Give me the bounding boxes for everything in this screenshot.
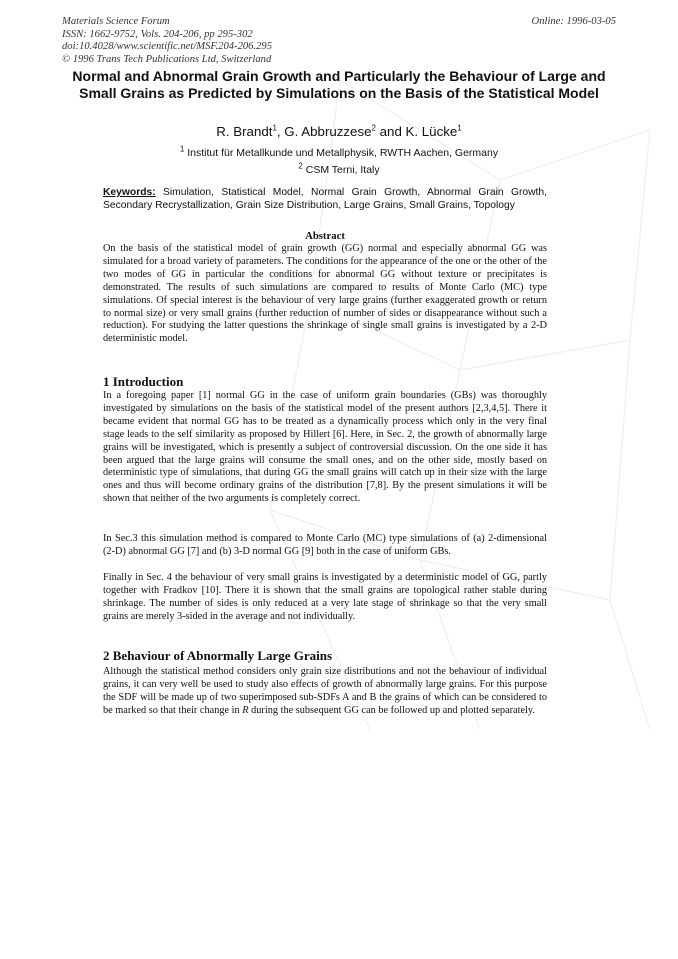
online-date: Online: 1996-03-05 bbox=[531, 16, 616, 27]
journal-name: Materials Science Forum bbox=[62, 16, 170, 27]
variable-r: R bbox=[242, 704, 249, 716]
paragraph: In a foregoing paper [1] normal GG in the case of uniform grain boundaries (GBs) was thoroughly investigated by simulations on the basis of the statistical model of the present authors [2,3,4,5]. There it became evident that normal GG has to be treated as a dynamically process which only in the very final stage leads to the self similarity as proposed by Hillert [6]. Here, in Sec. 2, the growth of abnormally large grains will be investigated, which is presently a subject of controversial discussion. On the one side it has been argued that the large grains will consume the small ones, and on the other side, mostly based on deterministic type of simulations, that during GG the small grains will catch up in their size with the large ones and thus will become ordinary grains of the distribution [7,8]. By the present simulations it will be shown that neither of the two arguments is completely correct. bbox=[103, 390, 547, 505]
author-separator: , bbox=[276, 124, 285, 139]
keywords bbox=[103, 186, 547, 212]
paragraph-text: during the subsequent GG can be followed up and plotted separately. bbox=[248, 704, 535, 716]
affiliation-text: Institut für Metallkunde und Metallphysik, RWTH Aachen, Germany bbox=[184, 147, 499, 159]
affiliation-text: CSM Terni, Italy bbox=[302, 164, 380, 176]
section-heading-introduction: 1 Introduction bbox=[103, 374, 184, 389]
issn-line: ISSN: 1662-9752, Vols. 204-206, pp 295-302 bbox=[62, 28, 253, 40]
abstract-text: On the basis of the statistical model of grain growth (GG) normal and especially abnormal GG was simulated for a broad variety of parameters. The conditions for the appearance of the one or the other of the two modes of GG in particular the conditions for abnormal GG without texture or precipitates is demonstrated. The results of such simulations are compared to results of Monte Carlo (MC) type simulations. Of special interest is the behaviour of very large grains (further exaggerated growth or return to normal size) or very small grains (further reduction of number of sides or disappearance without such a reduction). For studying the latter questions the shrinkage of single small grains is investigated by a 2-D deterministic model. bbox=[103, 243, 547, 345]
paper-title: Normal and Abnormal Grain Growth and Particularly the Behaviour of Large and Small Grains as Predicted by Simulations on the Basis of the Statistical Model bbox=[72, 68, 606, 101]
author-name: K. Lücke bbox=[405, 124, 458, 139]
author-list bbox=[80, 124, 598, 139]
keywords-text: Simulation, Statistical Model, Normal Grain Growth, Abnormal Grain Growth, Secondary Recrystallization, Grain Size Distribution, Large Grains, Small Grains, Topology bbox=[103, 187, 547, 211]
doi-line[interactable]: doi:10.4028/www.scientific.net/MSF.204-206.295 bbox=[62, 41, 272, 53]
journal-header bbox=[62, 16, 272, 66]
section-heading-large-grains: 2 Behaviour of Abnormally Large Grains bbox=[103, 648, 333, 663]
author-name: G. Abbruzzese bbox=[284, 124, 372, 139]
author-separator: and bbox=[375, 124, 406, 139]
affiliation-marker: 2 bbox=[371, 123, 376, 133]
affiliation-marker: 1 bbox=[179, 144, 185, 154]
affiliation-2 bbox=[80, 161, 598, 176]
paragraph: In Sec.3 this simulation method is compared to Monte Carlo (MC) type simulations of (a) 2-dimensional (2-D) abnormal GG [7] and (b) 3-D normal GG [9] both in the case of uniform GBs. bbox=[103, 533, 547, 557]
affiliation-marker: 1 bbox=[457, 123, 462, 133]
paragraph-text: Although the statistical method considers only grain size distributions and not the behaviour of individual grains, it can very well be used to study also effects of growth of abnormally large grains. For this purpose the SDF will be made up of two superimposed sub-SDFs A and B the grains of which can be considered to be marked so that their change in bbox=[103, 666, 547, 716]
paragraph bbox=[103, 666, 547, 718]
copyright-line: © 1996 Trans Tech Publications Ltd, Switzerland bbox=[62, 53, 272, 65]
author-name: R. Brandt bbox=[216, 124, 273, 139]
affiliation-marker: 1 bbox=[272, 123, 277, 133]
paragraph: Finally in Sec. 4 the behaviour of very small grains is investigated by a deterministic model of GG, partly together with Fradkov [10]. There it is shown that the small grains are topological rather stable during shrinkage. The number of sides is only reduced at a very late stage of shrinkage so that the very small grains are merely 3-sided in the average and not individually. bbox=[103, 572, 547, 622]
affiliation-1 bbox=[80, 144, 598, 159]
affiliation-marker: 2 bbox=[298, 161, 303, 171]
keywords-label: Keywords: bbox=[103, 187, 156, 198]
abstract-heading: Abstract bbox=[305, 230, 345, 242]
